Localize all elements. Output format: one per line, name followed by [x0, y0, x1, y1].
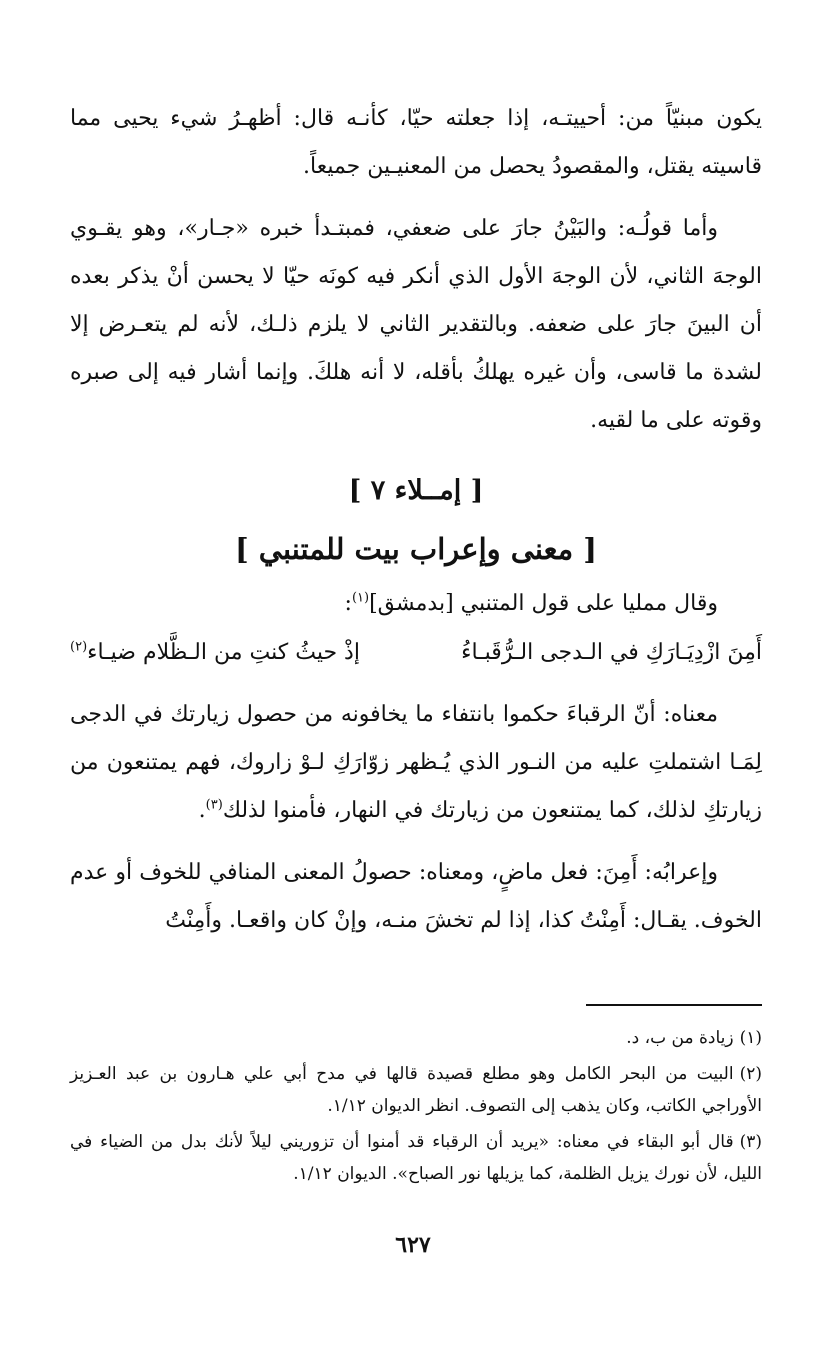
imla-heading: [ إمــلاء ٧ ]: [348, 475, 484, 506]
footnote-3: [70, 1126, 762, 1190]
footnote-number: (٣): [739, 1132, 762, 1152]
footnote-ref-3: (٣): [205, 797, 223, 813]
verse-second-hemistich-wrap: [70, 629, 360, 677]
footnote-1: [70, 1022, 762, 1054]
irab-paragraph: وإعرابُه: أَمِنَ: فعل ماضٍ، ومعناه: حصولُ المعنى المنافي للخوف أو عدم الخوف. يقـال: أَمِنْتُ كذا، إذا لم تخشَ منـه، وإنْ كان واقعـا. وأَمِنْتُ: [70, 860, 762, 933]
intro-text: وقال ممليا على قول المتنبي [بدمشق]: [369, 591, 718, 616]
main-text: [70, 95, 762, 959]
footnote-ref-1: (١): [351, 590, 370, 606]
intro-line: [70, 581, 762, 627]
meaning-paragraph: [70, 691, 762, 835]
meaning-period: .: [198, 798, 206, 823]
footnote-number: (٢): [739, 1064, 762, 1084]
meaning-text: معناه: أنّ الرقباءَ حكموا بانتفاء ما يخافونه من حصول زيارتك في الدجى لِمَـا اشتملتِ عليه من النـور الذي يُـظهر زوّارَكِ لـوْ زاروك، فهم يمتنعون من زيارتكِ لذلك، كما يمتنعون من زيارتك في النهار، فأمنوا لذلك: [70, 702, 762, 823]
section-title: [ معنى وإعراب بيت للمتنبي ]: [234, 532, 598, 566]
page-number: ٦٢٧: [395, 1232, 431, 1258]
verse-first-hemistich: أَمِنَ ازْدِيَـارَكِ في الـدجى الـرُّقَبـاءُ: [461, 640, 762, 665]
footnote-ref-2: (٢): [70, 639, 88, 655]
footnote-divider: [586, 1004, 762, 1006]
footnote-text: البيت من البحر الكامل وهو مطلع قصيدة قالها في مدح أبي علي هـارون بن عبد العـزيز الأوراجي الكاتب، وكان يذهب إلى التصوف. انظر الديوان ١/١٢.: [70, 1064, 762, 1116]
footnote-2: [70, 1058, 762, 1122]
verse-second-hemistich: إذْ حيثُ كنتِ من الـظَّلام ضيـاء: [87, 640, 360, 665]
poem-verse: [70, 629, 762, 677]
footnotes: [70, 1022, 762, 1194]
footnote-number: (١): [739, 1028, 762, 1048]
intro-colon: :: [344, 591, 352, 616]
paragraph-1: يكون مبنيّاً من: أحييتـه، إذا جعلته حيّا، كأنـه قال: أظهـرُ شيء يحيى مما قاسيته يقتل، والمقصودُ يحصل من المعنيـين جميعاً.: [70, 106, 762, 179]
footnote-text: قال أبو البقاء في معناه: «يريد أن الرقباء قد أمنوا أن تزوريني ليلاً لأنك بدل من الضياء في الليل، لأن نورك يزيل الظلمة، كما يزيلها نور الصباح». الديوان ١/١٢.: [70, 1132, 762, 1184]
paragraph-2: وأما قولُـه: والبَيْنُ جارَ على ضعفي، فمبتـدأ خبره «جـار»، وهو يقـوي الوجهَ الثاني، لأن الوجهَ الأول الذي أنكر فيه كونَه حيّا لا يحسن أنْ يذكر بعده أن البينَ جارَ على ضعفه. وبالتقدير الثاني لا يلزم ذلـك، لأنه لم يتعـرض إلا لشدة ما قاسى، وأن غيره يهلكُ بأقله، لا أنه هلكَ. وإنما أشار فيه إلى صبره وقوته على ما لقيه.: [70, 216, 762, 433]
footnote-text: زيادة من ب، د.: [626, 1028, 734, 1048]
